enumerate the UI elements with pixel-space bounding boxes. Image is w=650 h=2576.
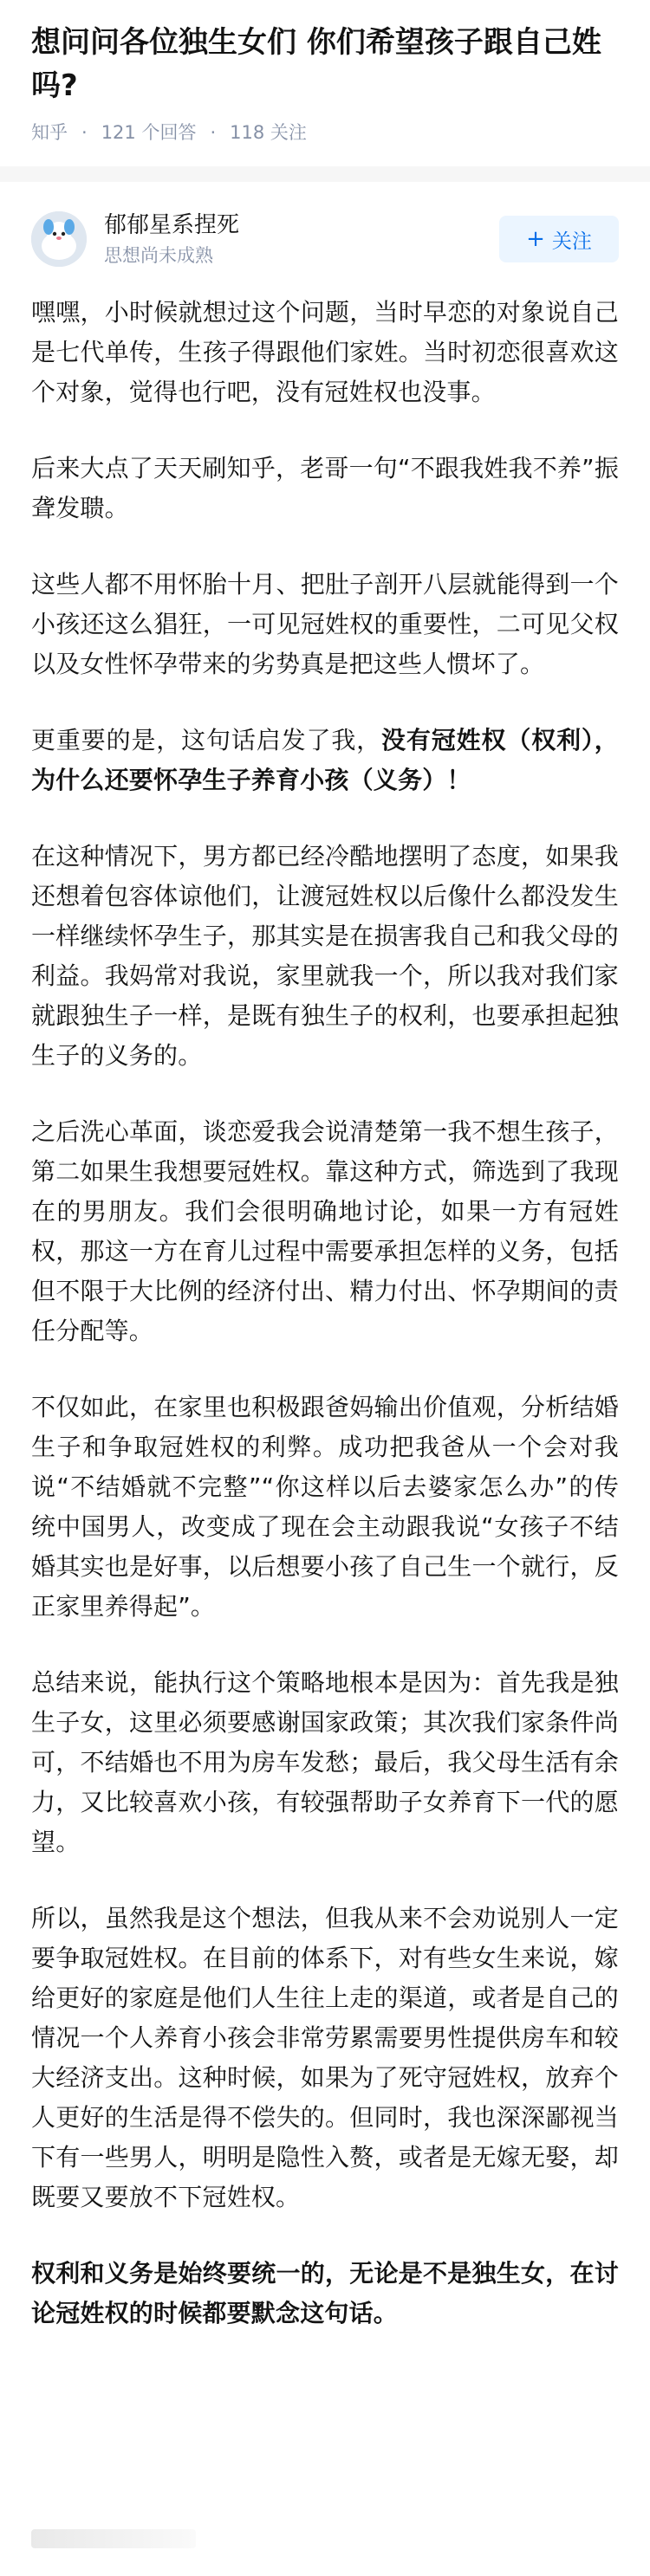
follow-count: 118 关注 <box>230 122 307 143</box>
answer-paragraph-4-bold: 没有冠姓权（权利），为什么还要怀孕生子养育小孩（义务）！ <box>31 726 619 794</box>
answer-paragraph-4 <box>31 721 619 800</box>
loading-placeholder-bar <box>31 2529 196 2548</box>
answer-count[interactable]: 121 个回答 <box>101 122 197 143</box>
answer-paragraph-3: 这些人都不用怀胎十月、把肚子剖开八层就能得到一个小孩还这么猖狂，一可见冠姓权的重要性，二可见父权以及女性怀孕带来的劣势真是把这些人惯坏了。 <box>31 570 619 678</box>
follow-label: 关注 <box>551 230 592 253</box>
question-meta <box>0 107 650 146</box>
answer-paragraph-8: 总结来说，能执行这个策略地根本是因为：首先我是独生子女，这里必须要感谢国家政策；其次我们家条件尚可，不结婚也不用为房车发愁；最后，我父母生活有余力，又比较喜欢小孩，有较强帮助子女养育下一代的愿望。 <box>31 1668 619 1856</box>
answer-paragraph-1: 嘿嘿，小时候就想过这个问题，当时早恋的对象说自己是七代单传，生孩子得跟他们家姓。当时初恋很喜欢这个对象，觉得也行吧，没有冠姓权也没事。 <box>31 298 619 406</box>
cartoon-avatar-icon[interactable] <box>31 211 87 267</box>
answer-paragraph-9: 所以，虽然我是这个想法，但我从来不会劝说别人一定要争取冠姓权。在目前的体系下，对有些女生来说，嫁给更好的家庭是他们人生往上走的渠道，或者是自己的情况一个人养育小孩会非常劳累需要男性提供房车和较大经济支出。这种时候，如果为了死守冠姓权，放弃个人更好的生活是得不偿失的。但同时，我也深深鄙视当下有一些男人，明明是隐性入赘，或者是无嫁无娶，却既要又要放不下冠姓权。 <box>31 1904 619 2211</box>
separator-dot: · <box>81 122 88 143</box>
section-divider <box>0 166 650 182</box>
author-bio: 思想尚未成熟 <box>104 245 213 266</box>
author-info <box>104 210 499 269</box>
question-title[interactable]: 想问问各位独生女们 你们希望孩子跟自己姓吗? <box>31 25 601 103</box>
answer-paragraph-5: 在这种情况下，男方都已经冷酷地摆明了态度，如果我还想着包容体谅他们，让渡冠姓权以后像什么都没发生一样继续怀孕生子，那其实是在损害我自己和我父母的利益。我妈常对我说，家里就我一个，所以我对我们家就跟独生子一样，是既有独生子的权利，也要承担起独生子的义务的。 <box>31 842 619 1070</box>
answer-paragraph-7: 不仅如此，在家里也积极跟爸妈输出价值观，分析结婚生子和争取冠姓权的利弊。成功把我爸从一个会对我说“不结婚就不完整”“你这样以后去婆家怎么办”的传统中国男人，改变成了现在会主动跟我说“女孩子不结婚其实也是好事，以后想要小孩了自己生一个就行，反正家里养得起”。 <box>31 1393 619 1621</box>
author-name[interactable]: 郁郁星系捏死 <box>104 212 240 238</box>
answer-body <box>0 275 650 2333</box>
source-label[interactable]: 知乎 <box>31 122 68 143</box>
answer-paragraph-4-lead: 更重要的是，这句话启发了我， <box>31 726 382 754</box>
answer-paragraph-2: 后来大点了天天刷知乎，老哥一句“不跟我姓我不养”振聋发聩。 <box>31 454 620 522</box>
author-bar <box>0 182 650 275</box>
answer-paragraph-10 <box>31 2254 619 2333</box>
answer-paragraph-6: 之后洗心革面，谈恋爱我会说清楚第一我不想生孩子，第二如果生我想要冠姓权。靠这种方式，筛选到了我现在的男朋友。我们会很明确地讨论，如果一方有冠姓权，那这一方在育儿过程中需要承担怎样的义务，包括但不限于大比例的经济付出、精力付出、怀孕期间的责任分配等。 <box>31 1117 619 1345</box>
answer-paragraph-10-bold: 权利和义务是始终要统一的，无论是不是独生女，在讨论冠姓权的时候都要默念这句话。 <box>31 2259 619 2327</box>
plus-icon: + <box>526 226 545 252</box>
separator-dot: · <box>210 122 217 143</box>
follow-button[interactable] <box>499 216 619 262</box>
